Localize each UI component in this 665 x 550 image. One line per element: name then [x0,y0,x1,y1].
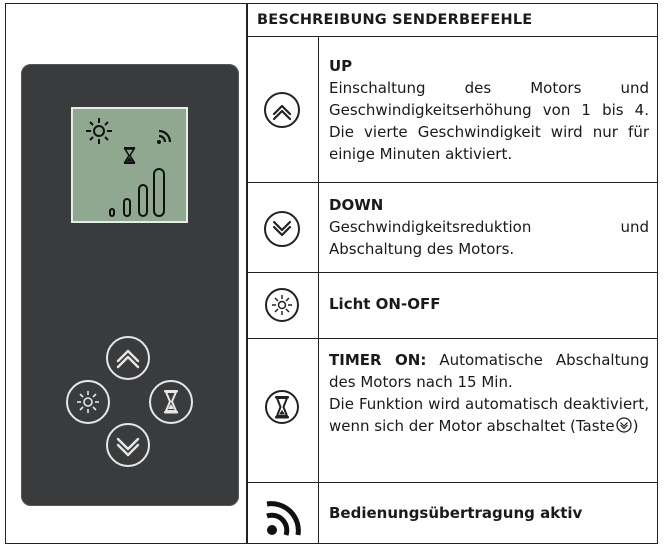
wifi-signal-icon [247,483,319,544]
chevron-down-circle-icon [615,417,633,433]
chevron-up-circle-icon [247,37,319,182]
row-description: Einschaltung des Motors und Geschwindigkeitserhöhung von 1 bis 4. Die vierte Geschwindigkeit wird nur für einige Minuten aktiviert. [329,79,649,163]
row-title: DOWN [329,196,384,214]
row-title: UP [329,57,353,75]
hourglass-circle-icon [247,339,319,482]
row-signal [247,483,657,544]
row-suffix-end: ) [632,417,639,435]
row-timer [247,339,657,483]
row-suffix-prefix: (Taste [570,417,615,435]
button-pad [21,64,239,506]
row-description-2: Die Funktion wird automatisch deaktiviert, wenn sich der Motor abschaltet [329,395,649,435]
row-down [247,183,657,273]
instruction-table [5,3,658,544]
table-header [247,4,657,37]
row-title: TIMER ON: [329,351,427,369]
row-light [247,273,657,339]
row-title: Bedienungsübertragung aktiv [329,504,583,522]
row-up [247,37,657,183]
light-circle-icon [247,273,319,338]
table-title: BESCHREIBUNG SENDERBEFEHLE [257,12,533,28]
row-description: Automatische Abschaltung des Motors nach 15 Min. [329,351,649,391]
remote-control [21,64,239,506]
row-description: Geschwindigkeitsreduktion und Abschaltung des Motors. [329,218,649,258]
row-title: Licht ON-OFF [329,295,441,313]
chevron-down-circle-icon [247,183,319,272]
